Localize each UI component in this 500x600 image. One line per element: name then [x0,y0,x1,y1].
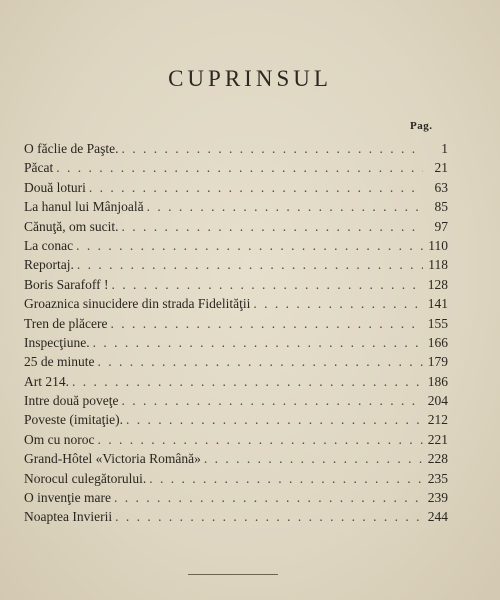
toc-entry [24,451,448,470]
toc-entry-title: O făclie de Paşte. [24,141,119,156]
toc-entry-title: Cănuţă, om sucit. [24,218,119,234]
toc-entry-title: Boris Sarafoff ! [24,276,109,292]
dot-leader [98,354,424,370]
toc-entry [24,316,448,335]
dot-leader [56,160,423,176]
toc-entry-page: 186 [427,373,448,389]
toc-entry-title: Intre două poveţe [24,393,119,409]
toc-entry [24,471,448,490]
toc-entry-page: 239 [427,490,448,506]
dot-leader [111,277,423,293]
dot-leader [93,335,423,351]
toc-entry-title: O invenţie mare [24,490,111,506]
toc-entry-page: 212 [427,412,448,428]
toc-entry-title: La conac [24,237,74,253]
dot-leader [122,219,424,235]
dot-leader [121,393,423,409]
dot-leader [77,257,423,273]
toc-entry [24,219,448,238]
table-of-contents [24,141,448,529]
toc-entry [24,238,448,257]
toc-entry [24,180,448,199]
toc-entry [24,335,448,354]
dot-leader [121,141,423,157]
toc-entry-title: Om cu noroc [24,431,95,447]
toc-entry-page: 235 [427,470,448,486]
toc-entry-title: Poveste (imitaţie). [24,412,123,428]
dot-leader [72,374,423,390]
toc-entry-page: 97 [434,218,448,234]
toc-entry-page: 141 [427,296,448,312]
toc-entry-title: Norocul culegătorului. [24,470,147,486]
dot-leader [89,180,423,196]
dot-leader [126,412,423,428]
toc-entry-title: La hanul lui Mânjoală [24,199,144,215]
toc-entry-title: Păcat [24,160,54,176]
toc-entry [24,199,448,218]
toc-entry-page: 155 [427,315,448,331]
toc-entry-page: 1 [441,141,448,156]
toc-entry [24,160,448,179]
toc-entry-page: 166 [427,334,448,350]
toc-entry-title: Inspecţiune. [24,334,90,350]
toc-entry-page: 128 [427,276,448,292]
toc-entry-title: Reportaj. [24,257,74,273]
toc-entry-title: Art 214. [24,373,69,389]
toc-entry-page: 244 [427,509,448,525]
toc-entry [24,354,448,373]
toc-entry-page: 204 [427,393,448,409]
dot-leader [114,490,423,506]
toc-entry [24,374,448,393]
toc-entry-title: Două loturi [24,179,86,195]
toc-entry [24,412,448,431]
toc-entry [24,296,448,315]
toc-entry [24,393,448,412]
dot-leader [253,296,423,312]
dot-leader [204,451,423,467]
toc-entry [24,141,448,160]
toc-entry [24,490,448,509]
toc-entry-page: 63 [434,179,448,195]
toc-entry-page: 179 [427,354,448,370]
toc-entry-title: Grand-Hôtel «Victoria Română» [24,451,201,467]
toc-entry-page: 228 [427,451,448,467]
page-column-header: Pag. [410,120,433,132]
toc-entry [24,432,448,451]
toc-entry-title: 25 de minute [24,354,95,370]
toc-entry-page: 118 [428,257,448,273]
toc-entry-title: Tren de plăcere [24,315,108,331]
toc-entry-page: 221 [427,431,448,447]
toc-entry [24,277,448,296]
toc-entry-title: Groaznica sinucidere din strada Fidelităţii [24,296,251,312]
page-title: CUPRINSUL [168,66,332,91]
dot-leader [147,199,423,215]
dot-leader [110,316,423,332]
dot-leader [97,432,423,448]
dot-leader [149,471,423,487]
toc-entry [24,257,448,276]
toc-entry-page: 21 [434,160,448,176]
bottom-divider [188,574,278,575]
toc-entry [24,509,448,528]
dot-leader [115,509,423,525]
toc-entry-page: 85 [434,199,448,215]
toc-entry-page: 110 [428,237,448,253]
dot-leader [76,238,423,254]
toc-entry-title: Noaptea Invierii [24,509,113,525]
